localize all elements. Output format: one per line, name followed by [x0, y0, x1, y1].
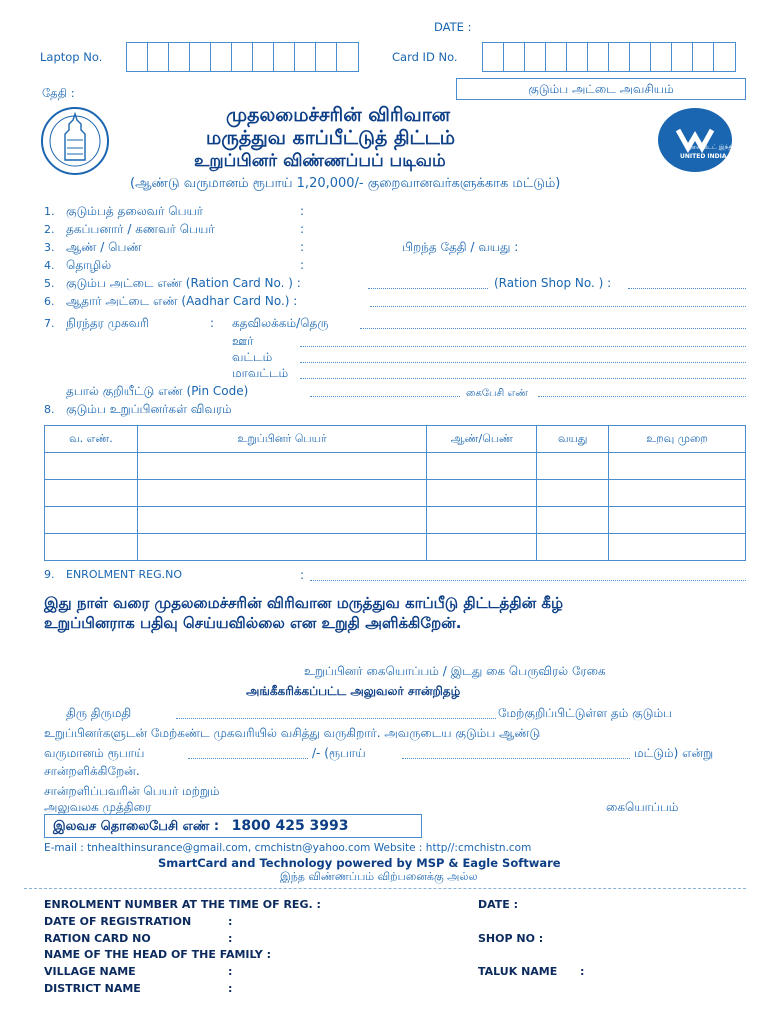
- tollfree-box: [44, 814, 422, 838]
- tamilnadu-emblem-icon: [40, 104, 110, 178]
- slip-reg-date-colon: :: [228, 915, 233, 928]
- cert-income-line[interactable]: [188, 758, 308, 759]
- tollfree-label: இலவச தொலைபேசி எண் :: [53, 819, 220, 834]
- field-occupation-colon: :: [300, 258, 305, 272]
- cert-income-words-line[interactable]: [402, 758, 630, 759]
- declaration-line2: உறுப்பினராக பதிவு செய்யவில்லை என உறுதி அளிக்கிறேன்.: [44, 614, 462, 632]
- field-aadhar: 6. ஆதார் அட்டை எண் (Aadhar Card No.) :: [44, 294, 298, 308]
- title-line1: முதலமைச்சரின் விரிவான: [226, 104, 451, 126]
- address-district-label: மாவட்டம்: [232, 366, 289, 380]
- ration-shop-line[interactable]: [628, 288, 746, 289]
- mobile-line[interactable]: [538, 396, 746, 397]
- field-ration-card: 5. குடும்ப அட்டை எண் (Ration Card No. ) :: [44, 276, 301, 290]
- members-table: [44, 425, 746, 561]
- table-row[interactable]: [45, 534, 746, 561]
- cert-line3b: /- (ரூபாய்: [312, 746, 366, 760]
- field-head-name: 1. குடும்பத் தலைவர் பெயர்: [44, 204, 204, 218]
- address-district-line[interactable]: [300, 378, 746, 379]
- form-title: உறுப்பினர் விண்ணப்பப் படிவம்: [194, 151, 446, 171]
- cert-line5: சான்றளிப்பவரின் பெயர் மற்றும்: [44, 784, 220, 798]
- col-serial: வ. எண்.: [45, 426, 138, 453]
- address-circle-label: வட்டம்: [232, 350, 273, 364]
- ration-card-line[interactable]: [368, 288, 488, 289]
- tollfree-number: 1800 425 3993: [231, 818, 349, 834]
- slip-head-label: NAME OF THE HEAD OF THE FAMILY :: [44, 948, 271, 961]
- enrolment-line[interactable]: [310, 580, 746, 581]
- table-row[interactable]: [45, 507, 746, 534]
- pin-code-line[interactable]: [310, 396, 460, 397]
- card-id-boxes[interactable]: [482, 42, 736, 72]
- field-occupation: 4. தொழில்: [44, 258, 112, 272]
- cert-line6: அலுவலக முத்திரை: [44, 800, 152, 814]
- members-title: 8. குடும்ப உறுப்பினர்கள் விவரம்: [44, 402, 232, 416]
- slip-date-label: DATE :: [478, 898, 519, 911]
- member-signature-label: உறுப்பினர் கையொப்பம் / இடது கை பெருவிரல் ரேகை: [304, 664, 606, 678]
- cut-line: [24, 888, 746, 889]
- slip-ration-label: RATION CARD NO: [44, 932, 151, 945]
- united-india-logo-ta: யுனைடெட் இந்தியா: [686, 144, 742, 151]
- field-head-name-colon: :: [300, 204, 305, 218]
- field-father-name-colon: :: [300, 222, 305, 236]
- slip-taluk-label: TALUK NAME: [478, 965, 558, 978]
- field-gender: 3. ஆண் / பெண்: [44, 240, 142, 254]
- table-row[interactable]: [45, 480, 746, 507]
- footer-contact: E-mail : tnhealthinsurance@gmail.com, cmchistn@yahoo.com Website : http//:cmchistn.com: [44, 842, 532, 854]
- field-father-name: 2. தகப்பனார் / கணவர் பெயர்: [44, 222, 215, 236]
- enrolment-reg-label: 9. ENROLMENT REG.NO: [44, 568, 182, 581]
- address-street-line[interactable]: [360, 328, 746, 329]
- footer-not-for-sale: இந்த விண்ணப்பம் விற்பனைக்கு அல்ல: [280, 870, 478, 883]
- field-address: 7. நிரந்தர முகவரி: [44, 316, 149, 330]
- col-relation: உறவு முறை: [609, 426, 746, 453]
- certificate-heading: அங்கீகரிக்கப்பட்ட அலுவலர் சான்றிதழ்: [246, 684, 461, 698]
- address-village-line[interactable]: [300, 346, 746, 347]
- field-address-colon: :: [210, 316, 215, 330]
- thethi-label: தேதி :: [42, 86, 75, 100]
- officer-signature-label: கையொப்பம்: [606, 800, 679, 814]
- cert-line3c: மட்டும்) என்று: [634, 746, 714, 760]
- col-age: வயது: [537, 426, 609, 453]
- col-gender: ஆண்/பெண்: [427, 426, 537, 453]
- slip-village-colon: :: [228, 965, 233, 978]
- cert-line2: உறுப்பினர்களுடன் மேற்கண்ட முகவரியில் வசித்து வருகிறார். அவருடைய குடும்ப ஆண்டு: [44, 726, 541, 740]
- aadhar-line[interactable]: [370, 306, 746, 307]
- slip-district-colon: :: [228, 982, 233, 995]
- slip-shop-label: SHOP NO :: [478, 932, 544, 945]
- field-dob-label: பிறந்த தேதி / வயது :: [402, 240, 519, 254]
- field-gender-colon: :: [300, 240, 305, 254]
- united-india-logo-icon: [658, 108, 742, 172]
- col-member-name: உறுப்பினர் பெயர்: [137, 426, 427, 453]
- slip-village-label: VILLAGE NAME: [44, 965, 136, 978]
- income-note: (ஆண்டு வருமானம் ரூபாய் 1,20,000/- குறைவானவர்களுக்காக மட்டும்): [130, 176, 561, 191]
- cert-line1b: மேற்குறிப்பிட்டுள்ள தம் குடும்ப: [498, 706, 673, 720]
- laptop-number-boxes[interactable]: [126, 42, 359, 72]
- slip-ration-colon: :: [228, 932, 233, 945]
- ration-card-required-box: குடும்ப அட்டை அவசியம்: [456, 78, 746, 100]
- address-street-label: கதவிலக்கம்/தெரு: [232, 316, 329, 330]
- mobile-label: கைபேசி எண்: [466, 388, 528, 399]
- cert-line4: சான்றளிக்கிறேன்.: [44, 764, 140, 778]
- title-line2: மருத்துவ காப்பீட்டுத் திட்டம்: [206, 127, 456, 149]
- pin-code-label: தபால் குறியீட்டு எண் (Pin Code): [66, 384, 249, 398]
- laptop-label: Laptop No.: [40, 50, 103, 64]
- address-circle-line[interactable]: [300, 362, 746, 363]
- date-label: DATE :: [434, 20, 472, 34]
- cert-line3a: வருமானம் ரூபாய்: [44, 746, 145, 760]
- field-ration-shop: (Ration Shop No. ) :: [494, 276, 612, 290]
- address-village-label: ஊர்: [232, 334, 254, 348]
- declaration-line1: இது நாள் வரை முதலமைச்சரின் விரிவான மருத்துவ காப்பீடு திட்டத்தின் கீழ்: [44, 594, 564, 612]
- slip-taluk-colon: :: [580, 965, 585, 978]
- slip-enrol-label: ENROLMENT NUMBER AT THE TIME OF REG. :: [44, 898, 321, 911]
- card-id-label: Card ID No.: [392, 50, 458, 64]
- cert-line1a: திரு திருமதி: [66, 706, 132, 720]
- footer-powered: SmartCard and Technology powered by MSP & Eagle Software: [158, 856, 561, 870]
- united-india-logo-en: UNITED INDIA: [680, 153, 727, 160]
- slip-reg-date-label: DATE OF REGISTRATION: [44, 915, 192, 928]
- members-table-header: [45, 426, 746, 453]
- enrolment-colon: :: [300, 568, 305, 582]
- table-row[interactable]: [45, 453, 746, 480]
- slip-district-label: DISTRICT NAME: [44, 982, 141, 995]
- cert-name-line[interactable]: [176, 718, 496, 719]
